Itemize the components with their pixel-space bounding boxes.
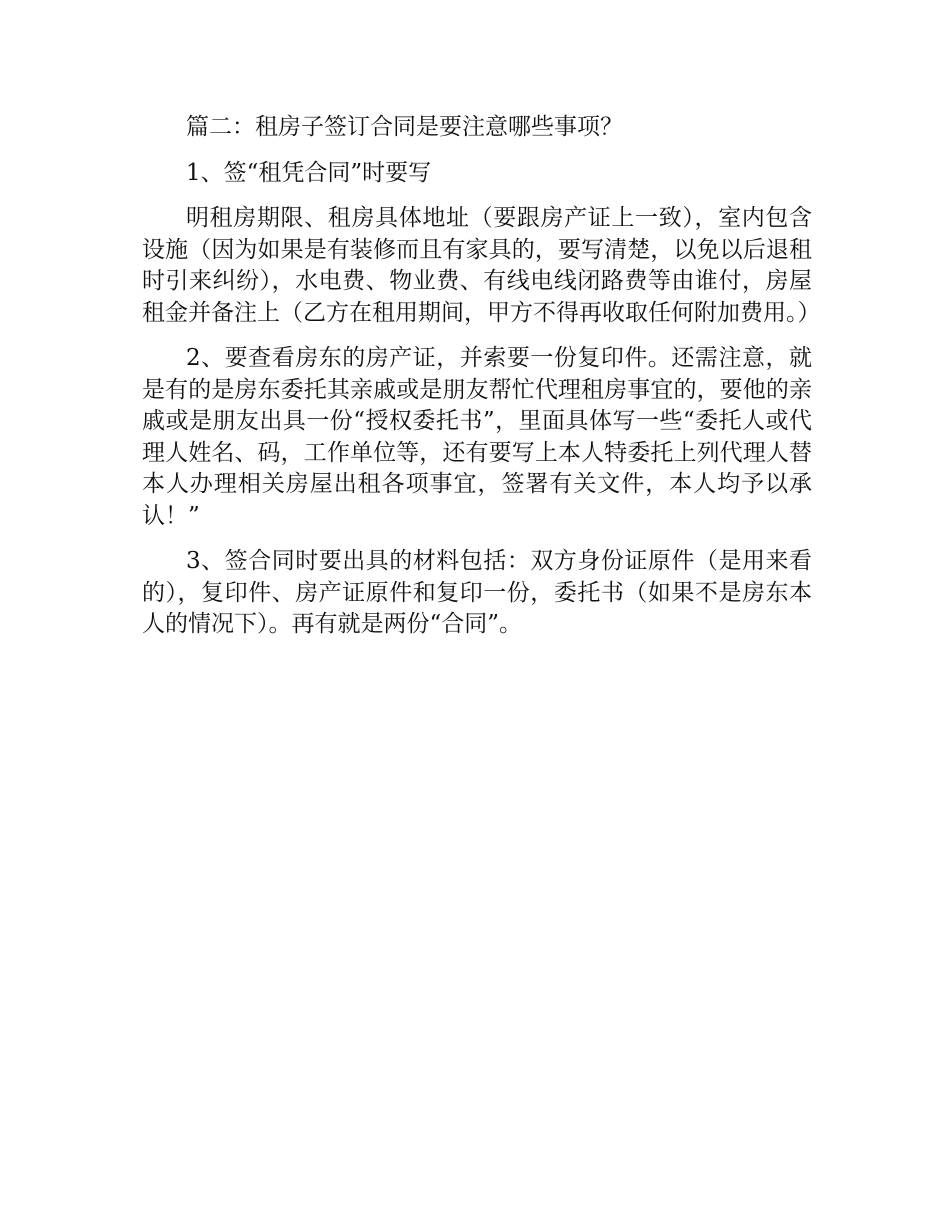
paragraph-1-heading: 1、签“租凭合同”时要写 <box>186 159 432 186</box>
paragraph-1-body: 明租房期限、租房具体地址（要跟房产证上一致），室内包含设施（因为如果是有装修而且有家具的，要写清楚，以免以后退租时引来纠纷），水电费、物业费、有线电线闭路费等由谁付，房屋租金并备注上（乙方在租用期间，甲方不得再收取任何附加费用。） <box>142 205 821 326</box>
document-body <box>142 112 821 655</box>
paragraph-2: 2、要查看房东的房产证，并索要一份复印件。还需注意，就是有的是房东委托其亲戚或是朋友帮忙代理租房事宜的，要他的亲戚或是朋友出具一份“授权委托书”，里面具体写一些“委托人或代理人姓名、码，工作单位等，还有要写上本人特委托上列代理人替本人办理相关房屋出租各项事宜，签署有关文件，本人均予以承认！” <box>142 345 812 529</box>
document-title: 篇二：租房子签订合同是要注意哪些事项？ <box>186 114 623 140</box>
paragraph-3: 3、签合同时要出具的材料包括：双方身份证原件（是用来看的），复印件、房产证原件和复印一份，委托书（如果不是房东本人的情况下）。再有就是两份“合同”。 <box>142 548 812 637</box>
